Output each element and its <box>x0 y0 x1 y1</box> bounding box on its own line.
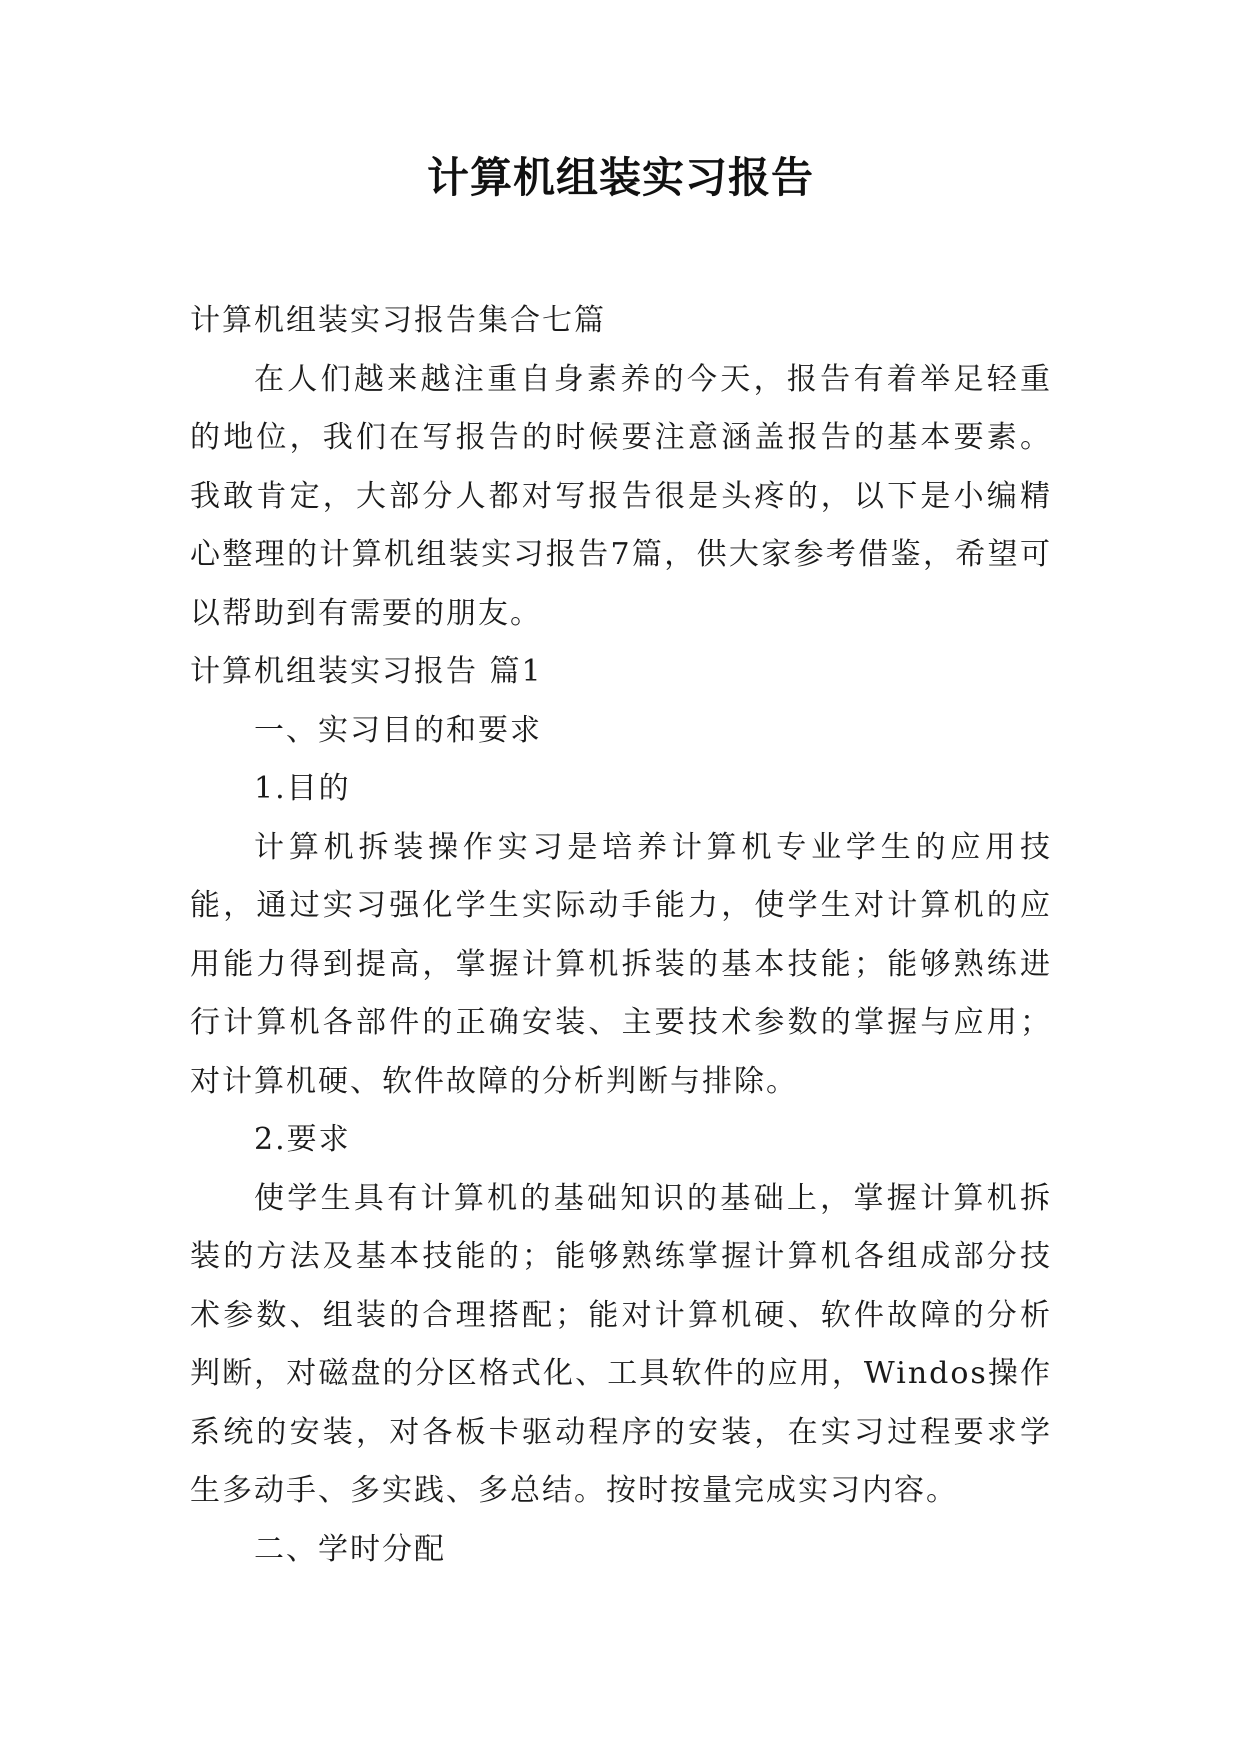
requirements-paragraph: 使学生具有计算机的基础知识的基础上，掌握计算机拆装的方法及基本技能的；能够熟练掌握计算机各组成部分技术参数、组装的合理搭配；能对计算机硬、软件故障的分析判断，对磁盘的分区格式化、工具软件的应用，Windos操作系统的安装，对各板卡驱动程序的安装，在实习过程要求学生多动手、多实践、多总结。按时按量完成实习内容。 <box>190 1180 1052 1508</box>
heading-purpose: 1.目的 <box>254 771 351 806</box>
heading-requirements: 2.要求 <box>254 1122 351 1157</box>
document-body <box>190 292 1052 1579</box>
intro-paragraph: 在人们越来越注重自身素养的今天，报告有着举足轻重的地位，我们在写报告的时候要注意涵盖报告的基本要素。我敢肯定，大部分人都对写报告很是头疼的，以下是小编精心整理的计算机组装实习报告7篇，供大家参考借鉴，希望可以帮助到有需要的朋友。 <box>190 361 1052 631</box>
section-title: 计算机组装实习报告 篇1 <box>190 654 543 689</box>
heading-hours-allocation: 二、学时分配 <box>254 1531 446 1567</box>
purpose-paragraph: 计算机拆装操作实习是培养计算机专业学生的应用技能，通过实习强化学生实际动手能力，使学生对计算机的应用能力得到提高，掌握计算机拆装的基本技能；能够熟练进行计算机各部件的正确安装、主要技术参数的掌握与应用；对计算机硬、软件故障的分析判断与排除。 <box>190 829 1052 1099</box>
page-title: 计算机组装实习报告 <box>426 153 814 202</box>
subtitle-line: 计算机组装实习报告集合七篇 <box>190 303 606 338</box>
heading-purpose-and-requirements: 一、实习目的和要求 <box>254 712 542 748</box>
